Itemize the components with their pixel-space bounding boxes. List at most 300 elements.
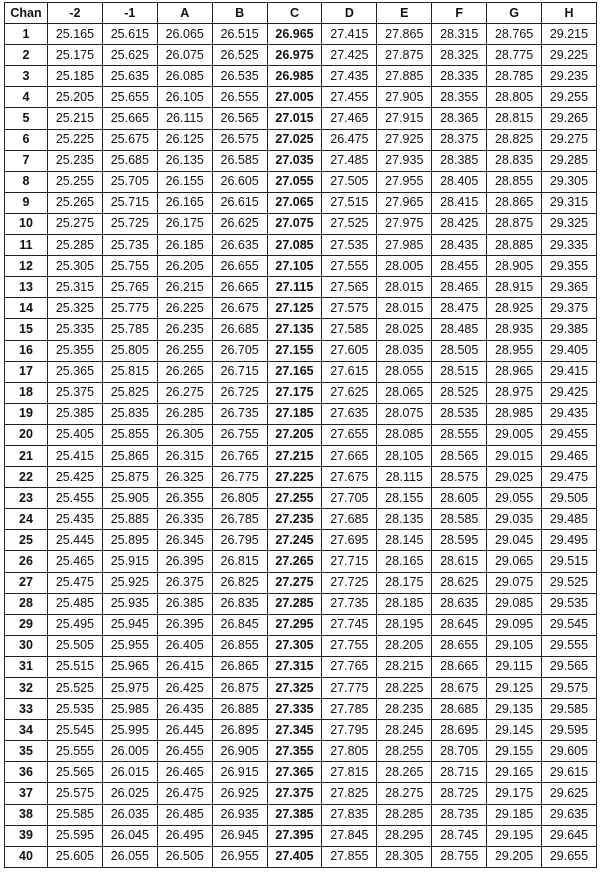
- frequency-cell-c: 27.115: [267, 277, 322, 298]
- frequency-cell-e: 28.145: [377, 530, 432, 551]
- frequency-cell-a: 26.065: [157, 24, 212, 45]
- frequency-cell-d: 27.615: [322, 361, 377, 382]
- frequency-cell-g: 29.015: [487, 445, 542, 466]
- frequency-cell-d: 27.515: [322, 192, 377, 213]
- frequency-cell-b: 26.665: [212, 277, 267, 298]
- frequency-cell-e: 27.865: [377, 24, 432, 45]
- frequency-cell-f: 28.535: [432, 403, 487, 424]
- table-row: [5, 235, 597, 256]
- frequency-cell-h: 29.455: [542, 424, 597, 445]
- frequency-cell-f: 28.555: [432, 424, 487, 445]
- frequency-cell-c: 27.305: [267, 635, 322, 656]
- frequency-cell-e: 28.185: [377, 593, 432, 614]
- frequency-cell-c: 26.965: [267, 24, 322, 45]
- channel-number: 23: [5, 488, 48, 509]
- frequency-cell-f: 28.635: [432, 593, 487, 614]
- frequency-cell-h: 29.565: [542, 656, 597, 677]
- frequency-cell-g: 28.925: [487, 298, 542, 319]
- frequency-cell-g: 28.775: [487, 45, 542, 66]
- frequency-cell-c: 27.175: [267, 382, 322, 403]
- channel-number: 21: [5, 445, 48, 466]
- frequency-cell-d: 27.565: [322, 277, 377, 298]
- frequency-cell-e: 27.875: [377, 45, 432, 66]
- table-row: [5, 741, 597, 762]
- channel-number: 40: [5, 846, 48, 867]
- frequency-cell-f: 28.665: [432, 656, 487, 677]
- channel-number: 9: [5, 192, 48, 213]
- channel-number: 7: [5, 150, 48, 171]
- frequency-cell-c: 27.275: [267, 572, 322, 593]
- frequency-cell-d: 27.745: [322, 614, 377, 635]
- channel-number: 16: [5, 340, 48, 361]
- frequency-cell-d: 27.665: [322, 445, 377, 466]
- frequency-cell-minus2: 25.605: [48, 846, 103, 867]
- frequency-cell-c: 27.135: [267, 319, 322, 340]
- frequency-cell-g: 28.785: [487, 66, 542, 87]
- frequency-cell-d: 27.855: [322, 846, 377, 867]
- frequency-cell-d: 27.455: [322, 87, 377, 108]
- frequency-cell-d: 27.715: [322, 551, 377, 572]
- frequency-cell-h: 29.655: [542, 846, 597, 867]
- frequency-cell-minus1: 25.775: [102, 298, 157, 319]
- frequency-cell-h: 29.385: [542, 319, 597, 340]
- frequency-cell-b: 26.565: [212, 108, 267, 129]
- frequency-cell-h: 29.645: [542, 825, 597, 846]
- frequency-cell-h: 29.485: [542, 509, 597, 530]
- frequency-cell-c: 27.105: [267, 256, 322, 277]
- frequency-cell-a: 26.215: [157, 277, 212, 298]
- frequency-cell-d: 27.735: [322, 593, 377, 614]
- frequency-cell-c: 27.315: [267, 656, 322, 677]
- frequency-cell-g: 29.025: [487, 467, 542, 488]
- frequency-cell-minus1: 25.655: [102, 87, 157, 108]
- frequency-cell-b: 26.675: [212, 298, 267, 319]
- frequency-cell-h: 29.285: [542, 150, 597, 171]
- frequency-cell-c: 26.985: [267, 66, 322, 87]
- frequency-cell-d: 27.415: [322, 24, 377, 45]
- frequency-cell-c: 27.365: [267, 762, 322, 783]
- frequency-cell-g: 29.035: [487, 509, 542, 530]
- frequency-cell-d: 27.635: [322, 403, 377, 424]
- frequency-cell-f: 28.725: [432, 783, 487, 804]
- frequency-cell-h: 29.435: [542, 403, 597, 424]
- frequency-cell-minus2: 25.315: [48, 277, 103, 298]
- frequency-cell-b: 26.635: [212, 235, 267, 256]
- channel-number: 34: [5, 720, 48, 741]
- column-header-c: C: [267, 3, 322, 24]
- channel-number: 2: [5, 45, 48, 66]
- frequency-cell-g: 28.965: [487, 361, 542, 382]
- frequency-cell-minus1: 25.715: [102, 192, 157, 213]
- frequency-cell-minus1: 25.825: [102, 382, 157, 403]
- column-header-b: B: [212, 3, 267, 24]
- column-header-minus2: -2: [48, 3, 103, 24]
- frequency-cell-b: 26.885: [212, 699, 267, 720]
- table-row: [5, 656, 597, 677]
- channel-number: 12: [5, 256, 48, 277]
- frequency-cell-g: 29.175: [487, 783, 542, 804]
- table-row: [5, 783, 597, 804]
- table-row: [5, 150, 597, 171]
- frequency-cell-c: 27.005: [267, 87, 322, 108]
- frequency-cell-minus1: 25.895: [102, 530, 157, 551]
- frequency-cell-g: 29.105: [487, 635, 542, 656]
- frequency-cell-a: 26.185: [157, 235, 212, 256]
- frequency-cell-f: 28.585: [432, 509, 487, 530]
- table-row: [5, 382, 597, 403]
- frequency-cell-c: 27.155: [267, 340, 322, 361]
- frequency-cell-e: 28.295: [377, 825, 432, 846]
- frequency-cell-f: 28.405: [432, 171, 487, 192]
- frequency-cell-h: 29.305: [542, 171, 597, 192]
- channel-number: 31: [5, 656, 48, 677]
- table-row: [5, 277, 597, 298]
- frequency-cell-a: 26.155: [157, 171, 212, 192]
- table-row: [5, 319, 597, 340]
- frequency-cell-c: 27.055: [267, 171, 322, 192]
- frequency-cell-c: 27.255: [267, 488, 322, 509]
- frequency-cell-b: 26.895: [212, 720, 267, 741]
- frequency-cell-d: 27.535: [322, 235, 377, 256]
- frequency-cell-a: 26.375: [157, 572, 212, 593]
- frequency-cell-e: 28.285: [377, 804, 432, 825]
- frequency-cell-f: 28.565: [432, 445, 487, 466]
- table-row: [5, 551, 597, 572]
- frequency-cell-c: 27.165: [267, 361, 322, 382]
- frequency-cell-e: 28.275: [377, 783, 432, 804]
- frequency-cell-b: 26.725: [212, 382, 267, 403]
- frequency-cell-b: 26.655: [212, 256, 267, 277]
- frequency-cell-b: 26.935: [212, 804, 267, 825]
- channel-number: 37: [5, 783, 48, 804]
- frequency-cell-g: 29.045: [487, 530, 542, 551]
- frequency-cell-e: 28.195: [377, 614, 432, 635]
- frequency-cell-d: 27.805: [322, 741, 377, 762]
- frequency-cell-minus2: 25.305: [48, 256, 103, 277]
- frequency-cell-f: 28.755: [432, 846, 487, 867]
- frequency-cell-c: 27.295: [267, 614, 322, 635]
- channel-number: 18: [5, 382, 48, 403]
- channel-number: 38: [5, 804, 48, 825]
- frequency-cell-d: 27.695: [322, 530, 377, 551]
- frequency-cell-g: 28.975: [487, 382, 542, 403]
- frequency-cell-g: 28.805: [487, 87, 542, 108]
- channel-number: 17: [5, 361, 48, 382]
- frequency-cell-b: 26.765: [212, 445, 267, 466]
- frequency-cell-minus1: 25.935: [102, 593, 157, 614]
- frequency-cell-h: 29.275: [542, 129, 597, 150]
- frequency-cell-h: 29.505: [542, 488, 597, 509]
- frequency-cell-f: 28.655: [432, 635, 487, 656]
- frequency-cell-a: 26.425: [157, 678, 212, 699]
- frequency-cell-f: 28.645: [432, 614, 487, 635]
- frequency-cell-e: 28.115: [377, 467, 432, 488]
- frequency-cell-f: 28.315: [432, 24, 487, 45]
- frequency-cell-a: 26.405: [157, 635, 212, 656]
- column-header-g: G: [487, 3, 542, 24]
- frequency-cell-c: 27.235: [267, 509, 322, 530]
- frequency-cell-d: 27.485: [322, 150, 377, 171]
- frequency-cell-a: 26.495: [157, 825, 212, 846]
- frequency-cell-e: 27.925: [377, 129, 432, 150]
- frequency-cell-minus2: 25.465: [48, 551, 103, 572]
- frequency-cell-c: 27.405: [267, 846, 322, 867]
- frequency-cell-f: 28.605: [432, 488, 487, 509]
- frequency-cell-d: 27.785: [322, 699, 377, 720]
- frequency-cell-d: 27.575: [322, 298, 377, 319]
- frequency-cell-b: 26.825: [212, 572, 267, 593]
- frequency-cell-g: 29.145: [487, 720, 542, 741]
- frequency-cell-h: 29.325: [542, 213, 597, 234]
- frequency-cell-b: 26.755: [212, 424, 267, 445]
- table-row: [5, 87, 597, 108]
- frequency-cell-a: 26.075: [157, 45, 212, 66]
- frequency-cell-minus2: 25.365: [48, 361, 103, 382]
- frequency-cell-h: 29.265: [542, 108, 597, 129]
- frequency-cell-e: 28.015: [377, 298, 432, 319]
- channel-number: 35: [5, 741, 48, 762]
- frequency-cell-minus2: 25.425: [48, 467, 103, 488]
- frequency-cell-b: 26.865: [212, 656, 267, 677]
- frequency-cell-minus1: 25.725: [102, 213, 157, 234]
- frequency-cell-h: 29.635: [542, 804, 597, 825]
- frequency-cell-c: 27.065: [267, 192, 322, 213]
- frequency-cell-minus2: 25.225: [48, 129, 103, 150]
- channel-number: 19: [5, 403, 48, 424]
- frequency-cell-f: 28.325: [432, 45, 487, 66]
- frequency-cell-d: 26.475: [322, 129, 377, 150]
- frequency-cell-g: 28.855: [487, 171, 542, 192]
- frequency-cell-b: 26.535: [212, 66, 267, 87]
- frequency-cell-a: 26.315: [157, 445, 212, 466]
- frequency-cell-g: 29.095: [487, 614, 542, 635]
- frequency-cell-minus1: 25.785: [102, 319, 157, 340]
- frequency-cell-c: 26.975: [267, 45, 322, 66]
- frequency-cell-f: 28.435: [432, 235, 487, 256]
- frequency-cell-minus1: 25.735: [102, 235, 157, 256]
- frequency-cell-minus1: 25.995: [102, 720, 157, 741]
- frequency-cell-b: 26.575: [212, 129, 267, 150]
- frequency-cell-f: 28.715: [432, 762, 487, 783]
- table-row: [5, 488, 597, 509]
- frequency-cell-minus1: 25.925: [102, 572, 157, 593]
- frequency-cell-e: 28.075: [377, 403, 432, 424]
- frequency-cell-e: 28.305: [377, 846, 432, 867]
- frequency-cell-minus1: 25.875: [102, 467, 157, 488]
- table-row: [5, 804, 597, 825]
- frequency-cell-g: 29.195: [487, 825, 542, 846]
- frequency-cell-f: 28.455: [432, 256, 487, 277]
- frequency-cell-minus1: 25.635: [102, 66, 157, 87]
- frequency-cell-a: 26.435: [157, 699, 212, 720]
- frequency-cell-minus2: 25.485: [48, 593, 103, 614]
- frequency-cell-minus1: 25.885: [102, 509, 157, 530]
- frequency-cell-d: 27.505: [322, 171, 377, 192]
- frequency-cell-d: 27.685: [322, 509, 377, 530]
- table-row: [5, 340, 597, 361]
- frequency-cell-c: 27.125: [267, 298, 322, 319]
- frequency-cell-e: 28.065: [377, 382, 432, 403]
- frequency-cell-minus1: 26.035: [102, 804, 157, 825]
- frequency-cell-minus2: 25.545: [48, 720, 103, 741]
- frequency-cell-c: 27.375: [267, 783, 322, 804]
- frequency-cell-h: 29.255: [542, 87, 597, 108]
- frequency-cell-g: 28.935: [487, 319, 542, 340]
- frequency-cell-b: 26.835: [212, 593, 267, 614]
- frequency-cell-a: 26.505: [157, 846, 212, 867]
- frequency-cell-minus2: 25.355: [48, 340, 103, 361]
- frequency-cell-minus1: 26.045: [102, 825, 157, 846]
- frequency-cell-a: 26.335: [157, 509, 212, 530]
- frequency-cell-minus1: 25.905: [102, 488, 157, 509]
- table-row: [5, 192, 597, 213]
- frequency-cell-a: 26.415: [157, 656, 212, 677]
- frequency-cell-e: 28.245: [377, 720, 432, 741]
- frequency-cell-c: 27.225: [267, 467, 322, 488]
- frequency-cell-minus1: 25.945: [102, 614, 157, 635]
- table-row: [5, 699, 597, 720]
- frequency-cell-c: 27.385: [267, 804, 322, 825]
- frequency-cell-b: 26.845: [212, 614, 267, 635]
- frequency-cell-minus2: 25.335: [48, 319, 103, 340]
- table-row: [5, 45, 597, 66]
- frequency-cell-g: 28.905: [487, 256, 542, 277]
- frequency-cell-a: 26.385: [157, 593, 212, 614]
- frequency-cell-c: 27.205: [267, 424, 322, 445]
- channel-number: 11: [5, 235, 48, 256]
- frequency-cell-f: 28.515: [432, 361, 487, 382]
- frequency-cell-h: 29.225: [542, 45, 597, 66]
- frequency-cell-minus2: 25.235: [48, 150, 103, 171]
- frequency-cell-g: 28.765: [487, 24, 542, 45]
- frequency-cell-minus2: 25.495: [48, 614, 103, 635]
- frequency-cell-f: 28.745: [432, 825, 487, 846]
- channel-number: 5: [5, 108, 48, 129]
- frequency-cell-d: 27.815: [322, 762, 377, 783]
- frequency-cell-g: 29.205: [487, 846, 542, 867]
- frequency-cell-h: 29.515: [542, 551, 597, 572]
- table-row: [5, 720, 597, 741]
- frequency-cell-b: 26.705: [212, 340, 267, 361]
- frequency-cell-e: 28.225: [377, 678, 432, 699]
- frequency-cell-b: 26.905: [212, 741, 267, 762]
- frequency-cell-c: 27.355: [267, 741, 322, 762]
- frequency-cell-e: 28.265: [377, 762, 432, 783]
- frequency-cell-b: 26.685: [212, 319, 267, 340]
- frequency-cell-g: 29.005: [487, 424, 542, 445]
- frequency-cell-g: 29.185: [487, 804, 542, 825]
- frequency-cell-b: 26.525: [212, 45, 267, 66]
- frequency-cell-h: 29.495: [542, 530, 597, 551]
- frequency-cell-f: 28.485: [432, 319, 487, 340]
- frequency-cell-c: 27.395: [267, 825, 322, 846]
- frequency-cell-f: 28.475: [432, 298, 487, 319]
- frequency-cell-b: 26.625: [212, 213, 267, 234]
- frequency-cell-minus2: 25.165: [48, 24, 103, 45]
- frequency-cell-minus1: 26.015: [102, 762, 157, 783]
- table-row: [5, 171, 597, 192]
- frequency-cell-a: 26.305: [157, 424, 212, 445]
- frequency-cell-a: 26.205: [157, 256, 212, 277]
- frequency-cell-c: 27.265: [267, 551, 322, 572]
- frequency-cell-b: 26.925: [212, 783, 267, 804]
- frequency-cell-minus2: 25.535: [48, 699, 103, 720]
- frequency-cell-d: 27.675: [322, 467, 377, 488]
- frequency-cell-minus1: 25.865: [102, 445, 157, 466]
- frequency-cell-h: 29.475: [542, 467, 597, 488]
- frequency-cell-h: 29.355: [542, 256, 597, 277]
- frequency-cell-a: 26.285: [157, 403, 212, 424]
- channel-number: 6: [5, 129, 48, 150]
- frequency-cell-minus1: 26.005: [102, 741, 157, 762]
- channel-number: 39: [5, 825, 48, 846]
- frequency-cell-g: 29.075: [487, 572, 542, 593]
- frequency-cell-e: 28.215: [377, 656, 432, 677]
- table-row: [5, 825, 597, 846]
- frequency-cell-h: 29.465: [542, 445, 597, 466]
- frequency-cell-b: 26.715: [212, 361, 267, 382]
- frequency-cell-h: 29.425: [542, 382, 597, 403]
- frequency-cell-a: 26.235: [157, 319, 212, 340]
- frequency-cell-c: 27.075: [267, 213, 322, 234]
- channel-number: 20: [5, 424, 48, 445]
- frequency-cell-d: 27.825: [322, 783, 377, 804]
- frequency-cell-f: 28.625: [432, 572, 487, 593]
- frequency-cell-minus2: 25.595: [48, 825, 103, 846]
- column-header-a: A: [157, 3, 212, 24]
- column-header-d: D: [322, 3, 377, 24]
- frequency-cell-g: 29.115: [487, 656, 542, 677]
- frequency-cell-f: 28.365: [432, 108, 487, 129]
- frequency-cell-g: 28.885: [487, 235, 542, 256]
- frequency-cell-b: 26.785: [212, 509, 267, 530]
- frequency-cell-f: 28.675: [432, 678, 487, 699]
- frequency-cell-minus2: 25.325: [48, 298, 103, 319]
- frequency-cell-f: 28.505: [432, 340, 487, 361]
- table-row: [5, 213, 597, 234]
- frequency-cell-f: 28.525: [432, 382, 487, 403]
- frequency-cell-b: 26.815: [212, 551, 267, 572]
- frequency-cell-d: 27.605: [322, 340, 377, 361]
- column-header-minus1: -1: [102, 3, 157, 24]
- frequency-cell-minus1: 25.705: [102, 171, 157, 192]
- frequency-cell-a: 26.225: [157, 298, 212, 319]
- frequency-cell-h: 29.375: [542, 298, 597, 319]
- frequency-cell-minus2: 25.405: [48, 424, 103, 445]
- frequency-cell-minus1: 25.805: [102, 340, 157, 361]
- frequency-cell-minus1: 25.625: [102, 45, 157, 66]
- table-row: [5, 298, 597, 319]
- channel-number: 10: [5, 213, 48, 234]
- frequency-cell-minus1: 25.955: [102, 635, 157, 656]
- frequency-cell-e: 28.255: [377, 741, 432, 762]
- frequency-cell-g: 29.155: [487, 741, 542, 762]
- frequency-cell-a: 26.085: [157, 66, 212, 87]
- column-header-h: H: [542, 3, 597, 24]
- frequency-cell-b: 26.955: [212, 846, 267, 867]
- frequency-cell-minus2: 25.255: [48, 171, 103, 192]
- frequency-cell-d: 27.755: [322, 635, 377, 656]
- channel-number: 1: [5, 24, 48, 45]
- table-row: [5, 509, 597, 530]
- frequency-cell-minus2: 25.575: [48, 783, 103, 804]
- column-header-f: F: [432, 3, 487, 24]
- frequency-cell-h: 29.555: [542, 635, 597, 656]
- frequency-cell-d: 27.655: [322, 424, 377, 445]
- frequency-cell-e: 27.965: [377, 192, 432, 213]
- frequency-cell-a: 26.445: [157, 720, 212, 741]
- channel-number: 15: [5, 319, 48, 340]
